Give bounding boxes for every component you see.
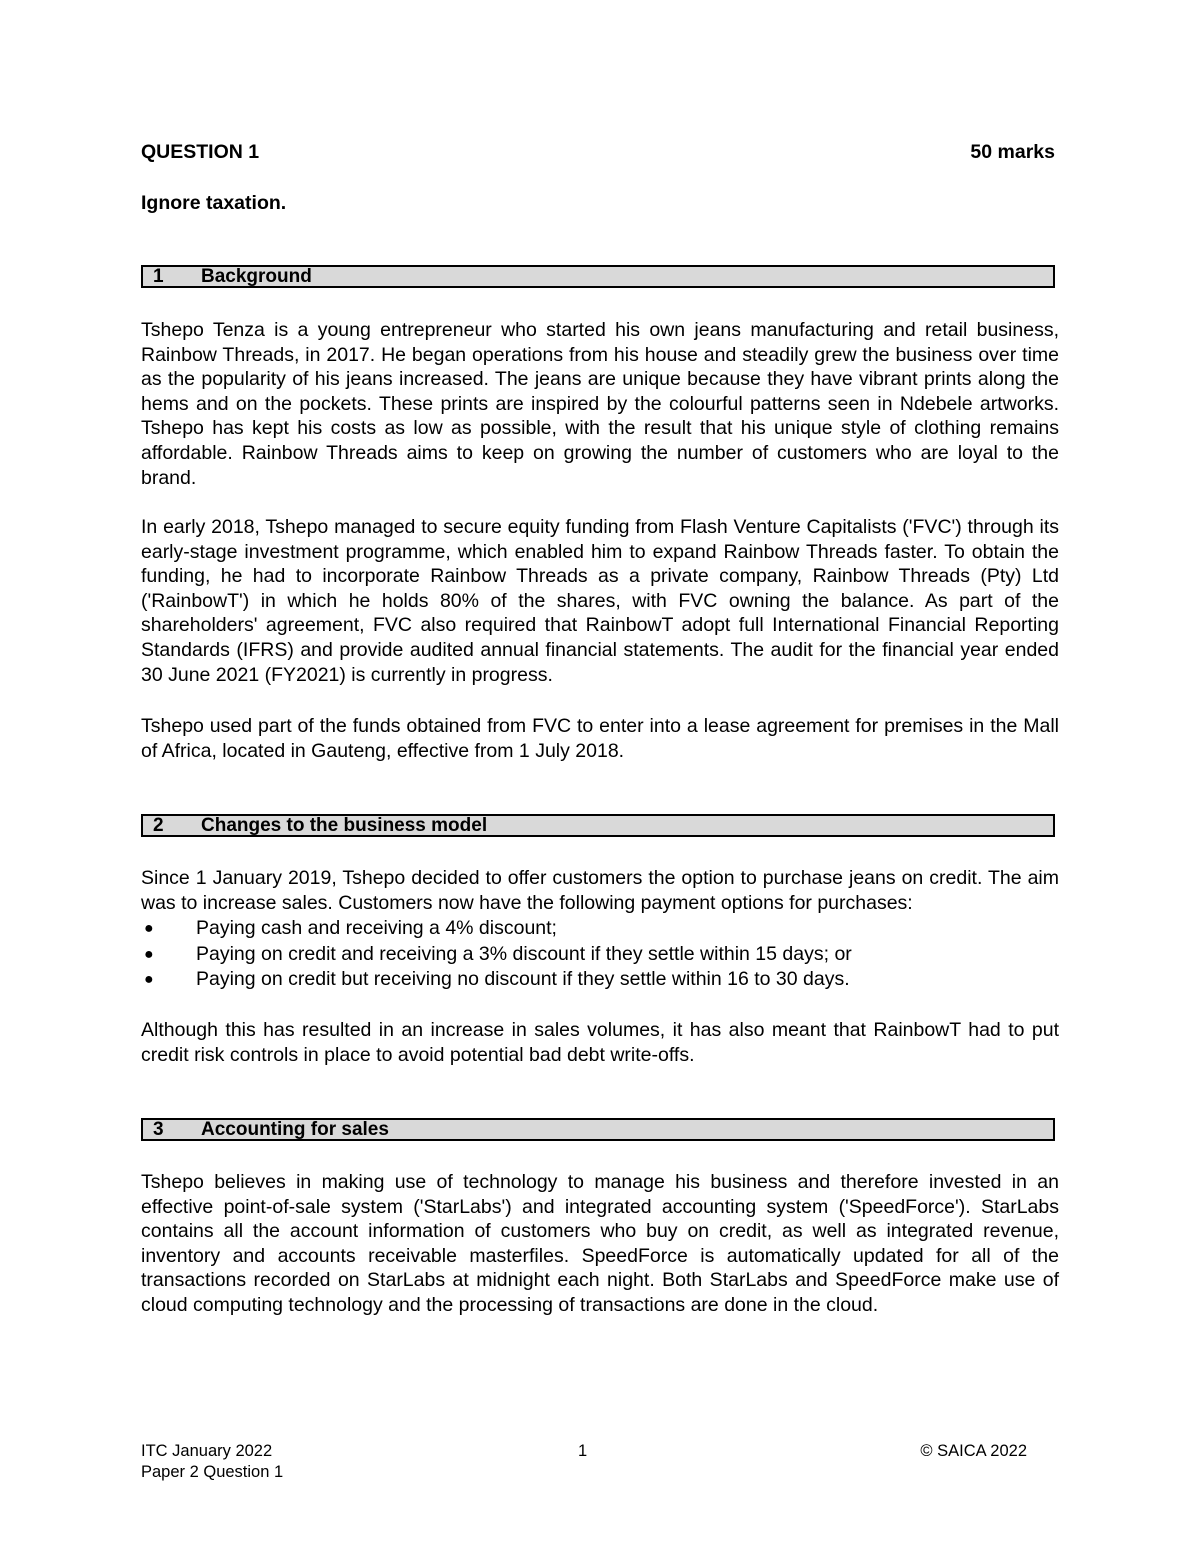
accounting-paragraph-1: Tshepo believes in making use of technology to manage his business and therefore invested in an effective point-of-sale system ('StarLabs') and integrated accounting system ('SpeedForce'). StarLabs contains all the account information of customers who buy on credit, as well as integrated revenue, inventory and accounts receivable masterfiles. SpeedForce is automatically updated for all of the transactions recorded on StarLabs at midnight each night. Both StarLabs and SpeedForce make use of cloud computing technology and the processing of transactions are done in the cloud.: [141, 1171, 1059, 1316]
footer-copyright: © SAICA 2022: [920, 1442, 1027, 1460]
section-title: Accounting for sales: [201, 1119, 389, 1140]
section-heading-background: [141, 265, 1055, 288]
business-model-intro: Since 1 January 2019, Tshepo decided to offer customers the option to purchase jeans on credit. The aim was to increase sales. Customers now have the following payment options for purchases:: [141, 867, 1059, 914]
list-item-text: Paying on credit and receiving a 3% discount if they settle within 15 days; or: [196, 942, 852, 965]
payment-options-list: [141, 916, 1059, 993]
question-header: [141, 141, 1055, 164]
section-number: 1: [153, 266, 164, 287]
section-number: 2: [153, 815, 164, 836]
bullet-icon: ●: [144, 945, 154, 963]
marks-label: 50 marks: [970, 141, 1055, 163]
page-number: 1: [578, 1442, 588, 1460]
bullet-icon: ●: [144, 971, 154, 988]
background-paragraph-2: In early 2018, Tshepo managed to secure equity funding from Flash Venture Capitalists ('FVC') through its early-stage investment programme, which enabled him to expand Rainbow Threads faster. To obtain the funding, he had to incorporate Rainbow Threads as a private company, Rainbow Threads (Pty) Ltd ('RainbowT') in which he holds 80% of the shares, with FVC owning the balance. As part of the shareholders' agreement, FVC also required that RainbowT adopt full International Financial Reporting Standards (IFRS) and provide audited annual financial statements. The audit for the financial year ended 30 June 2021 (FY2021) is currently in progress.: [141, 516, 1059, 686]
business-model-outro: Although this has resulted in an increase in sales volumes, it has also meant that RainbowT had to put credit risk controls in place to avoid potential bad debt write-offs.: [141, 1019, 1059, 1066]
question-label: QUESTION 1: [141, 141, 260, 163]
section-heading-business-model: [141, 814, 1055, 837]
list-item-text: Paying on credit but receiving no discount if they settle within 16 to 30 days.: [196, 968, 850, 990]
bullet-icon: ●: [144, 920, 154, 937]
section-title: Changes to the business model: [201, 815, 488, 836]
footer-paper-label: Paper 2 Question 1: [141, 1463, 284, 1481]
footer-exam-label: ITC January 2022: [141, 1442, 273, 1460]
background-paragraph-1: Tshepo Tenza is a young entrepreneur who started his own jeans manufacturing and retail business, Rainbow Threads, in 2017. He began operations from his house and steadily grew the business over time as the popularity of his jeans increased. The jeans are unique because they have vibrant prints along the hems and on the pockets. These prints are inspired by the colourful patterns seen in Ndebele artworks. Tshepo has kept his costs as low as possible, with the result that his unique style of clothing remains affordable. Rainbow Threads aims to keep on growing the number of customers who are loyal to the brand.: [141, 319, 1059, 489]
page-footer: [141, 1441, 1027, 1483]
section-heading-accounting-for-sales: [141, 1118, 1055, 1141]
instruction-text: Ignore taxation.: [141, 192, 287, 214]
section-number: 3: [153, 1119, 164, 1140]
list-item: [141, 942, 1059, 968]
background-paragraph-3: Tshepo used part of the funds obtained from FVC to enter into a lease agreement for premises in the Mall of Africa, located in Gauteng, effective from 1 July 2018.: [141, 715, 1059, 762]
list-item: [141, 916, 1059, 942]
section-title: Background: [201, 266, 312, 287]
list-item: [141, 967, 1059, 993]
list-item-text: Paying cash and receiving a 4% discount;: [196, 917, 557, 939]
